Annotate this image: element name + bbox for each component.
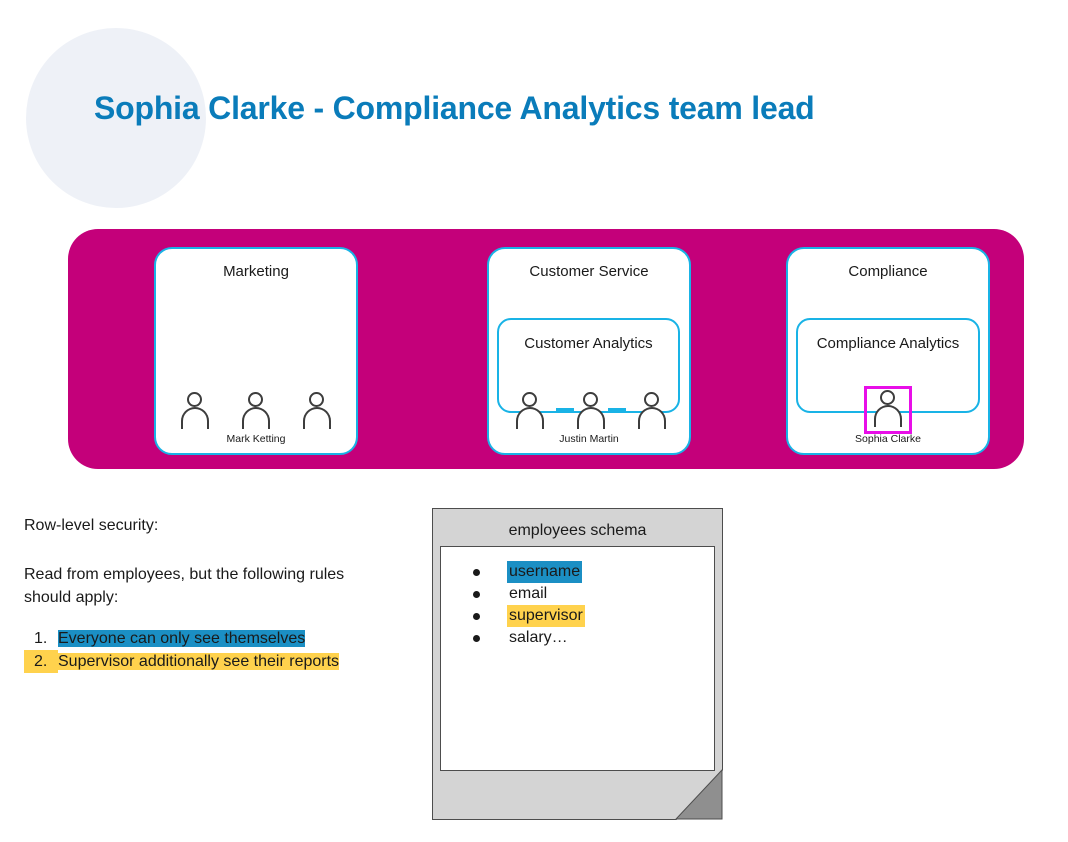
schema-field-name: email bbox=[509, 585, 548, 602]
schema-title: employees schema bbox=[508, 522, 647, 539]
department-title: Marketing bbox=[223, 263, 289, 280]
person-icon bbox=[239, 390, 273, 428]
schema-document[interactable] bbox=[432, 508, 723, 820]
person-icon bbox=[178, 390, 212, 428]
people-row-customer-service bbox=[513, 390, 669, 428]
schema-field-row bbox=[471, 583, 701, 605]
rule-number: 2. bbox=[24, 650, 58, 673]
schema-field-row bbox=[471, 627, 701, 649]
team-label: Compliance Analytics bbox=[816, 335, 960, 352]
person-icon bbox=[574, 390, 608, 428]
department-person-label: Sophia Clarke bbox=[855, 433, 921, 445]
department-title: Compliance bbox=[848, 263, 928, 280]
rule-item bbox=[24, 627, 396, 650]
page-title: Sophia Clarke - Compliance Analytics team lead bbox=[94, 90, 815, 126]
person-icon bbox=[300, 390, 334, 428]
rule-text: Everyone can only see themselves bbox=[58, 630, 306, 647]
schema-field-row bbox=[471, 605, 701, 627]
department-person-label: Mark Ketting bbox=[226, 433, 286, 445]
people-row-marketing bbox=[178, 390, 334, 428]
rules-list bbox=[24, 627, 396, 673]
rule-number: 1. bbox=[34, 630, 48, 647]
notes-subtitle: Read from employees, but the following rules should apply: bbox=[24, 566, 345, 606]
person-icon bbox=[513, 390, 547, 428]
department-title: Customer Service bbox=[529, 263, 649, 280]
notes-title: Row-level security: bbox=[24, 517, 159, 534]
selected-person-highlight bbox=[864, 386, 912, 434]
schema-field-panel bbox=[440, 546, 715, 771]
rule-text-wrap bbox=[58, 650, 396, 673]
department-person-label: Justin Martin bbox=[559, 433, 619, 445]
schema-field-name: salary… bbox=[509, 629, 568, 646]
rule-text-wrap bbox=[58, 627, 396, 650]
team-label: Customer Analytics bbox=[524, 335, 653, 352]
schema-field-list bbox=[471, 561, 701, 649]
schema-field-name: username bbox=[507, 561, 582, 583]
document-fold-icon bbox=[675, 769, 723, 820]
schema-field-row bbox=[471, 561, 701, 583]
schema-field-name: supervisor bbox=[507, 605, 585, 627]
rule-text: Supervisor additionally see their reports bbox=[58, 653, 340, 670]
person-icon bbox=[635, 390, 669, 428]
rule-item bbox=[24, 650, 396, 673]
